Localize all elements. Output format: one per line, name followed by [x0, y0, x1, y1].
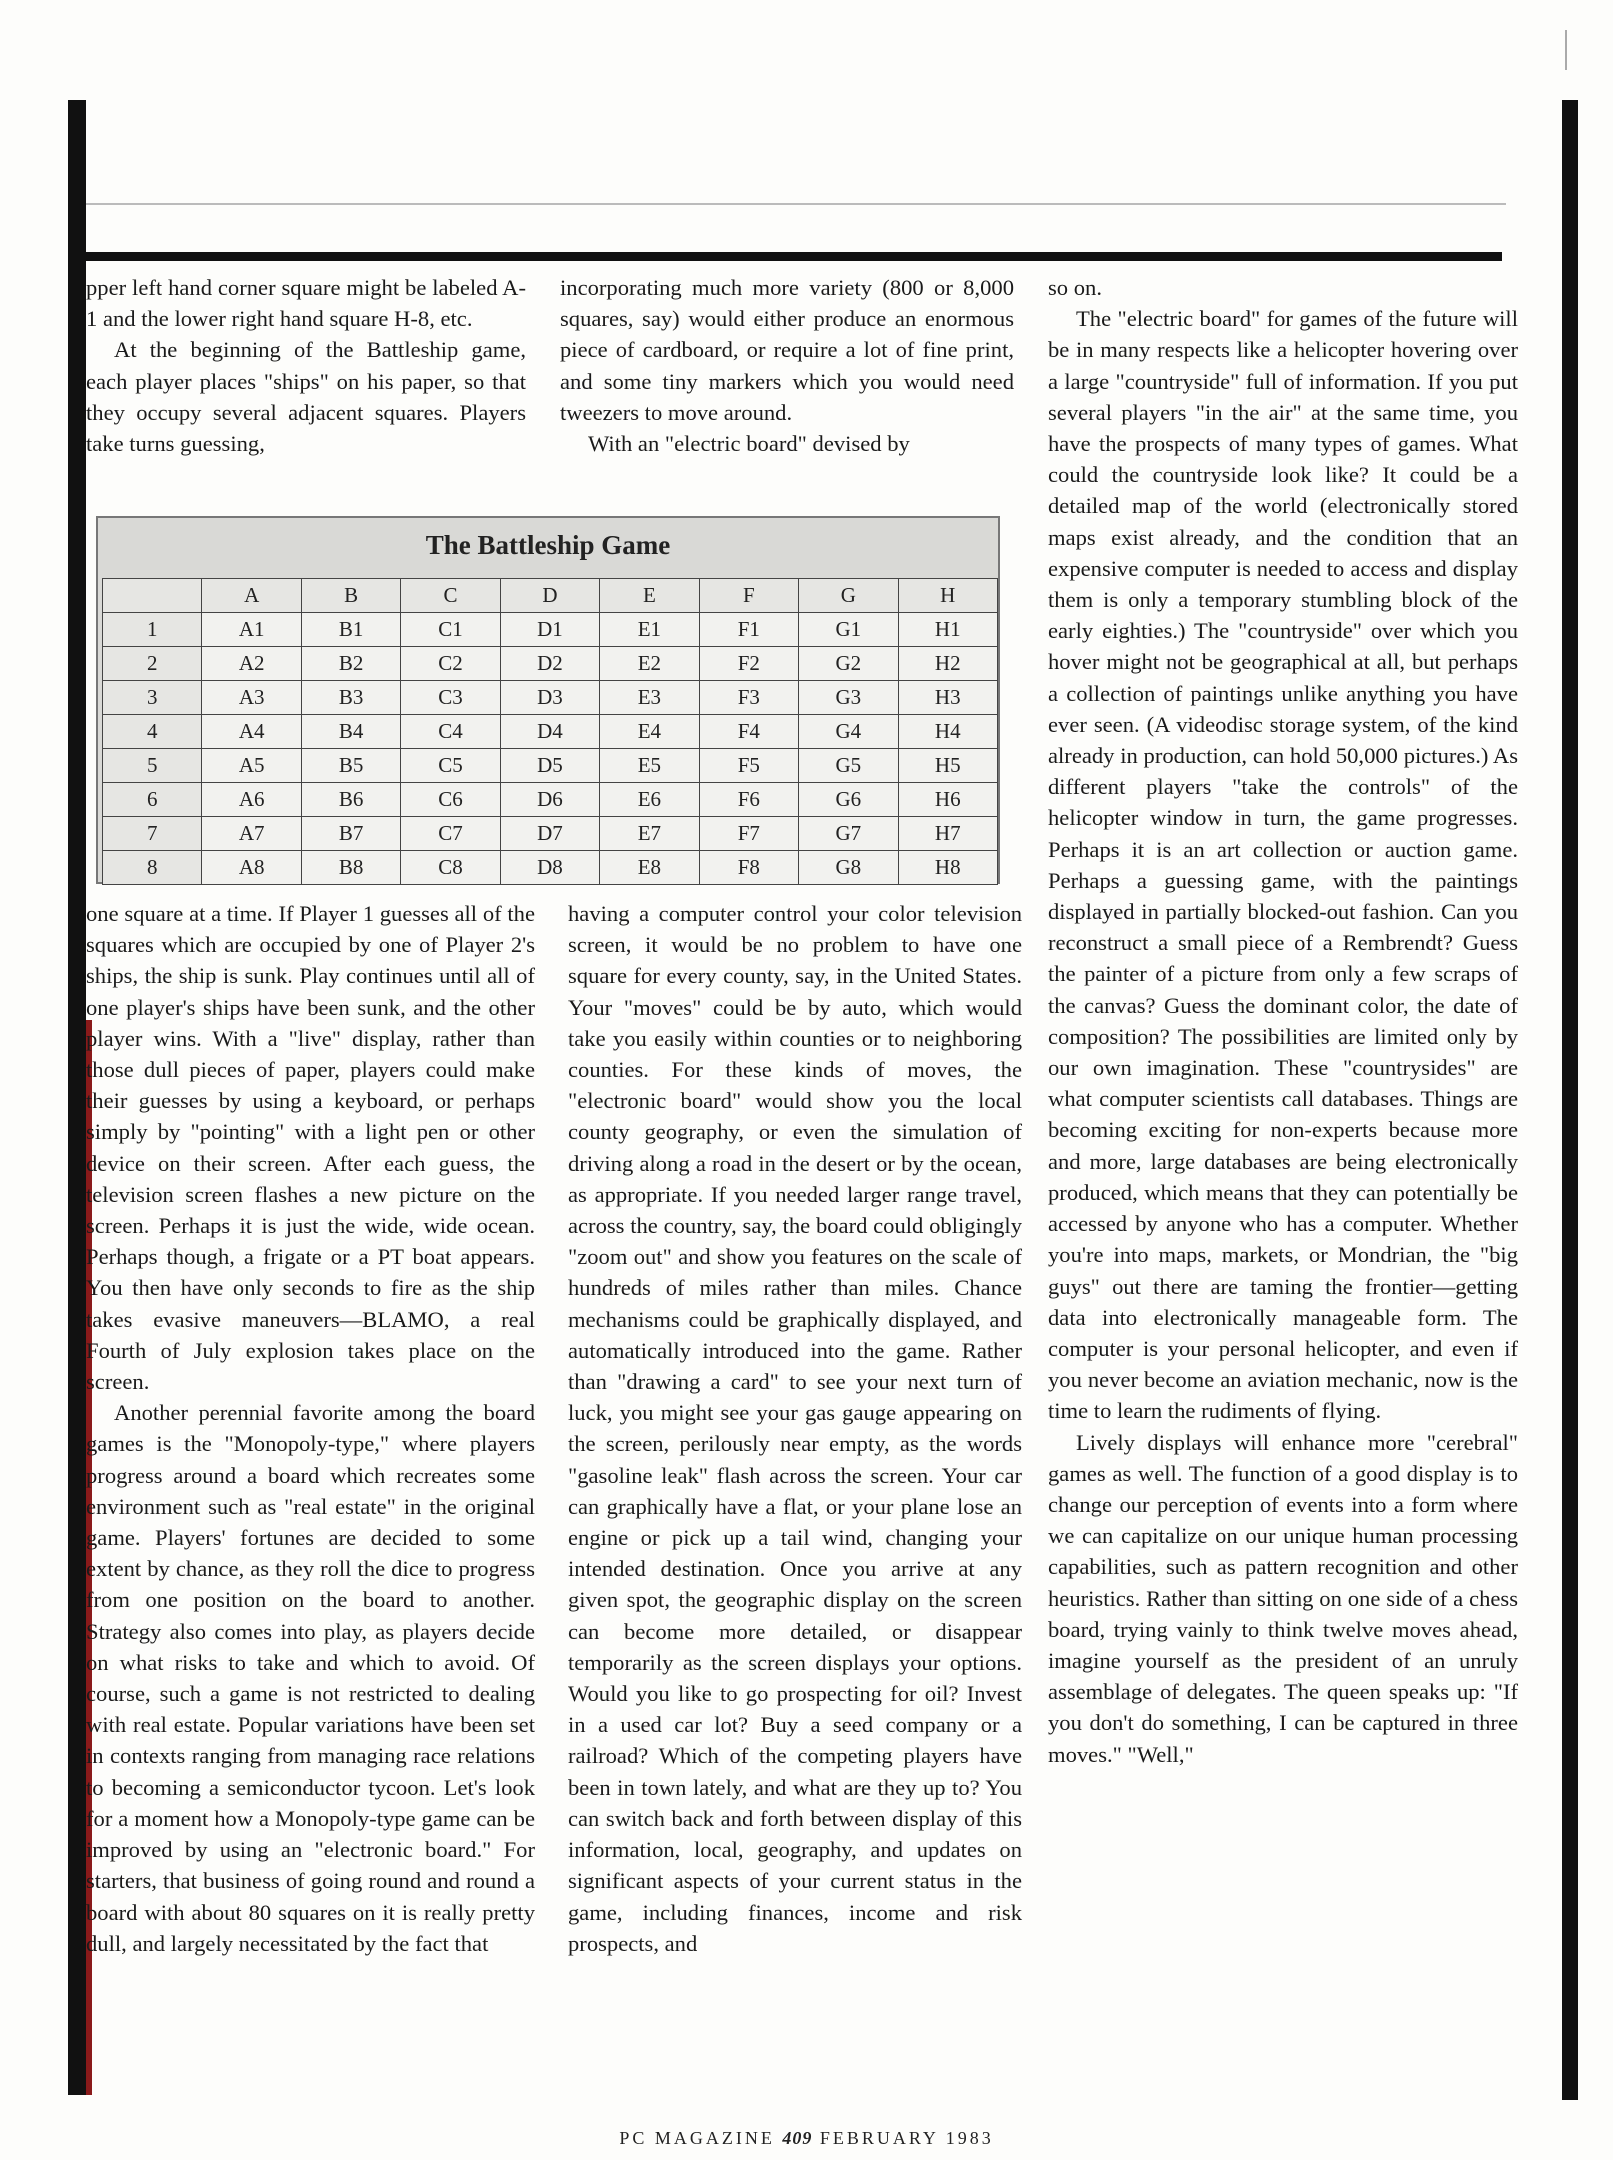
column-1-top	[86, 272, 526, 459]
grid-cell: E8	[600, 851, 699, 885]
column-header: A	[202, 579, 301, 613]
grid-cell: B4	[301, 715, 400, 749]
grid-cell: B2	[301, 647, 400, 681]
grid-cell: D8	[500, 851, 599, 885]
grid-row	[103, 681, 998, 715]
page-footer	[0, 2128, 1613, 2149]
grid-row	[103, 749, 998, 783]
paragraph: so on.	[1048, 275, 1102, 300]
grid-cell: E7	[600, 817, 699, 851]
grid-cell: H3	[898, 681, 998, 715]
left-margin-bar	[68, 100, 86, 2095]
row-header: 1	[103, 613, 202, 647]
grid-row	[103, 647, 998, 681]
grid-cell: F8	[699, 851, 798, 885]
paragraph: With an "electric board" devised by	[588, 431, 910, 457]
grid-cell: A5	[202, 749, 301, 783]
figure-title: The Battleship Game	[425, 530, 671, 560]
grid-cell: B8	[301, 851, 400, 885]
grid-cell: H7	[898, 817, 998, 851]
scan-artifact	[1565, 30, 1567, 70]
grid-cell: F5	[699, 749, 798, 783]
issue-date: FEBRUARY 1983	[819, 2128, 994, 2148]
grid-row	[103, 817, 998, 851]
grid-cell: B7	[301, 817, 400, 851]
battleship-game-figure	[96, 516, 1000, 884]
grid-cell: G1	[799, 613, 898, 647]
magazine-name: PC MAGAZINE	[619, 2128, 775, 2148]
grid-cell: E2	[600, 647, 699, 681]
grid-cell: G4	[799, 715, 898, 749]
column-header: E	[600, 579, 699, 613]
grid-cell: C4	[401, 715, 500, 749]
grid-cell: C6	[401, 783, 500, 817]
column-header: B	[301, 579, 400, 613]
grid-cell: F7	[699, 817, 798, 851]
paragraph: Another perennial favorite among the board games is the "Monopoly-type," where players progress around a board which recreates some environment such as "real estate" in the original game. Players' fortunes are decided to some extent by chance, as they roll the dice to progress from one position on the board to another. Strategy also comes into play, as players decide on what risks to take and which to avoid. Of course, such a game is not restricted to dealing with real estate. Popular variations have been set in contexts ranging from managing race relations to becoming a semiconductor tycoon. Let's look for a moment how a Monopoly-type game can be improved by using an "electronic board." For starters, that business of going round and round a board with about 80 squares on it is really pretty dull, and largely necessitated by the fact that	[86, 1400, 535, 1956]
row-header: 4	[103, 715, 202, 749]
grid-row	[103, 613, 998, 647]
grid-cell: C5	[401, 749, 500, 783]
grid-cell: A4	[202, 715, 301, 749]
row-header: 3	[103, 681, 202, 715]
grid-cell: D2	[500, 647, 599, 681]
grid-cell: F4	[699, 715, 798, 749]
grid-cell: G6	[799, 783, 898, 817]
grid-cell: G5	[799, 749, 898, 783]
column-3	[1048, 272, 1518, 1770]
grid-header-row	[103, 579, 998, 613]
grid-cell: E1	[600, 613, 699, 647]
column-2-top	[560, 272, 1014, 459]
right-margin-bar	[1562, 100, 1578, 2100]
grid-cell: F2	[699, 647, 798, 681]
row-header: 2	[103, 647, 202, 681]
grid-cell: A6	[202, 783, 301, 817]
grid-cell: E6	[600, 783, 699, 817]
grid-cell: D4	[500, 715, 599, 749]
grid-cell: D7	[500, 817, 599, 851]
grid-cell: B1	[301, 613, 400, 647]
grid-cell: C3	[401, 681, 500, 715]
grid-cell: E5	[600, 749, 699, 783]
column-1-bottom	[86, 898, 535, 1959]
grid-cell: D1	[500, 613, 599, 647]
grid-cell: F1	[699, 613, 798, 647]
grid-cell: A7	[202, 817, 301, 851]
paragraph: one square at a time. If Player 1 guesses all of the squares which are occupied by one of Player 2's ships, the ship is sunk. Play continues until all of one player's ships have been sunk, and the other player wins. With a "live" display, rather than those dull pieces of paper, players could make their guesses by using a keyboard, or perhaps simply by "pointing" with a light pen or other device on their screen. After each guess, the television screen flashes a new picture on the screen. Perhaps it is just the wide, wide ocean. Perhaps though, a frigate or a PT boat appears. You then have only seconds to fire as the ship takes evasive maneuvers—BLAMO, a real Fourth of July explosion takes place on the screen.	[86, 901, 535, 1395]
grid-row	[103, 851, 998, 885]
grid-cell: H6	[898, 783, 998, 817]
grid-cell: H4	[898, 715, 998, 749]
paragraph: At the beginning of the Battleship game, each player places "ships" on his paper, so that they occupy several adjacent squares. Players take turns guessing,	[86, 337, 526, 457]
grid-cell: H5	[898, 749, 998, 783]
grid-cell: A1	[202, 613, 301, 647]
grid-cell: G7	[799, 817, 898, 851]
grid-cell: G2	[799, 647, 898, 681]
row-header: 8	[103, 851, 202, 885]
grid-corner	[103, 579, 202, 613]
row-header: 6	[103, 783, 202, 817]
grid-cell: E3	[600, 681, 699, 715]
column-2-bottom	[568, 898, 1022, 1959]
grid-row	[103, 783, 998, 817]
grid-cell: B6	[301, 783, 400, 817]
grid-cell: B5	[301, 749, 400, 783]
page-number: 409	[782, 2128, 813, 2148]
battleship-grid	[102, 578, 998, 885]
grid-cell: G3	[799, 681, 898, 715]
column-header: C	[401, 579, 500, 613]
grid-cell: H2	[898, 647, 998, 681]
grid-cell: F6	[699, 783, 798, 817]
grid-cell: A2	[202, 647, 301, 681]
grid-cell: H1	[898, 613, 998, 647]
grid-cell: C2	[401, 647, 500, 681]
grid-cell: A3	[202, 681, 301, 715]
grid-cell: C7	[401, 817, 500, 851]
grid-row	[103, 715, 998, 749]
paragraph: having a computer control your color television screen, it would be no problem to have one square for every county, say, in the United States. Your "moves" could be by auto, which would take you easily within counties or to neighboring counties. For these kinds of moves, the "electronic board" would show you the local county geography, or even the simulation of driving along a road in the desert or by the ocean, as appropriate. If you needed larger range travel, across the country, say, the board could obligingly "zoom out" and show you features on the scale of hundreds of miles rather than miles. Chance mechanisms could be graphically displayed, and automatically introduced into the game. Rather than "drawing a card" to see your next turn of luck, you might see your gas gauge appearing on the screen, perilously near empty, as the words "gasoline leak" flash across the screen. Your car can graphically have a flat, or your plane lose an engine or pick up a tail wind, changing your intended destination. Once you arrive at any given spot, the geographic display on the screen can become more detailed, or disappear temporarily as the screen displays your options. Would you like to go prospecting for oil? Invest in a used car lot? Buy a seed company or a railroad? Which of the competing players have been in town lately, and what are they up to? You can switch back and forth between display of this information, local, geography, and updates on significant aspects of your current status in the game, including finances, income and risk prospects, and	[568, 901, 1022, 1956]
grid-cell: A8	[202, 851, 301, 885]
column-header: F	[699, 579, 798, 613]
row-header: 5	[103, 749, 202, 783]
paragraph: incorporating much more variety (800 or 8,000 squares, say) would either produce an enormous piece of cardboard, or require a lot of fine print, and some tiny markers which you would need tweezers to move around.	[560, 275, 1014, 425]
paragraph: pper left hand corner square might be labeled A-1 and the lower right hand square H-8, etc.	[86, 275, 526, 332]
grid-cell: B3	[301, 681, 400, 715]
paragraph: The "electric board" for games of the future will be in many respects like a helicopter hovering over a large "countryside" full of information. If you put several players "in the air" at the same time, you have the prospects of many types of games. What could the countryside look like? It could be a detailed map of the world (electronically stored maps exist already, and the condition that an expensive computer is needed to access and display them is only a temporary stumbling block of the early eighties.) The "countryside" over which you hover might not be geographical at all, but perhaps a collection of paintings unlike anything you have ever seen. (A videodisc storage system, of the kind already in production, can hold 50,000 pictures.) As different players "take the controls" of the helicopter window in turn, the game progresses. Perhaps it is an art collection or auction game. Perhaps a guessing game, with the paintings displayed in partially blocked-out fashion. Can you reconstruct a small piece of a Rembrendt? Guess the painter of a picture from only a few scraps of the canvas? Guess the dominant color, the date of composition? The possibilities are limited only by our own imagination. These "countrysides" are what computer scientists call databases. Things are becoming exciting for non-experts because more and more, large databases are being electronically produced, which means that they can potentially be accessed by anyone who has a computer. Whether you're into maps, markets, or Mondrian, the "big guys" out there are taming the frontier—getting data into electronically manageable form. The computer is your personal helicopter, and even if you never become an aviation mechanic, now is the time to learn the rudiments of flying.	[1048, 306, 1518, 1424]
grid-cell: F3	[699, 681, 798, 715]
grid-cell: G8	[799, 851, 898, 885]
row-header: 7	[103, 817, 202, 851]
grid-cell: D3	[500, 681, 599, 715]
column-header: H	[898, 579, 998, 613]
grid-cell: C1	[401, 613, 500, 647]
column-header: G	[799, 579, 898, 613]
grid-cell: C8	[401, 851, 500, 885]
paragraph: Lively displays will enhance more "cerebral" games as well. The function of a good display is to change our perception of events into a form where we can capitalize on our unique human processing capabilities, such as pattern recognition and other heuristics. Rather than sitting on one side of a chess board, trying vainly to think twelve moves ahead, imagine yourself as the president of an unruly assemblage of delegates. The queen speaks up: "If you don't do something, I can be captured in three moves." "Well,"	[1048, 1429, 1518, 1767]
header-heavy-rule	[86, 252, 1502, 261]
header-thin-rule	[86, 203, 1506, 205]
grid-cell: E4	[600, 715, 699, 749]
grid-cell: D5	[500, 749, 599, 783]
grid-cell: D6	[500, 783, 599, 817]
column-header: D	[500, 579, 599, 613]
grid-cell: H8	[898, 851, 998, 885]
